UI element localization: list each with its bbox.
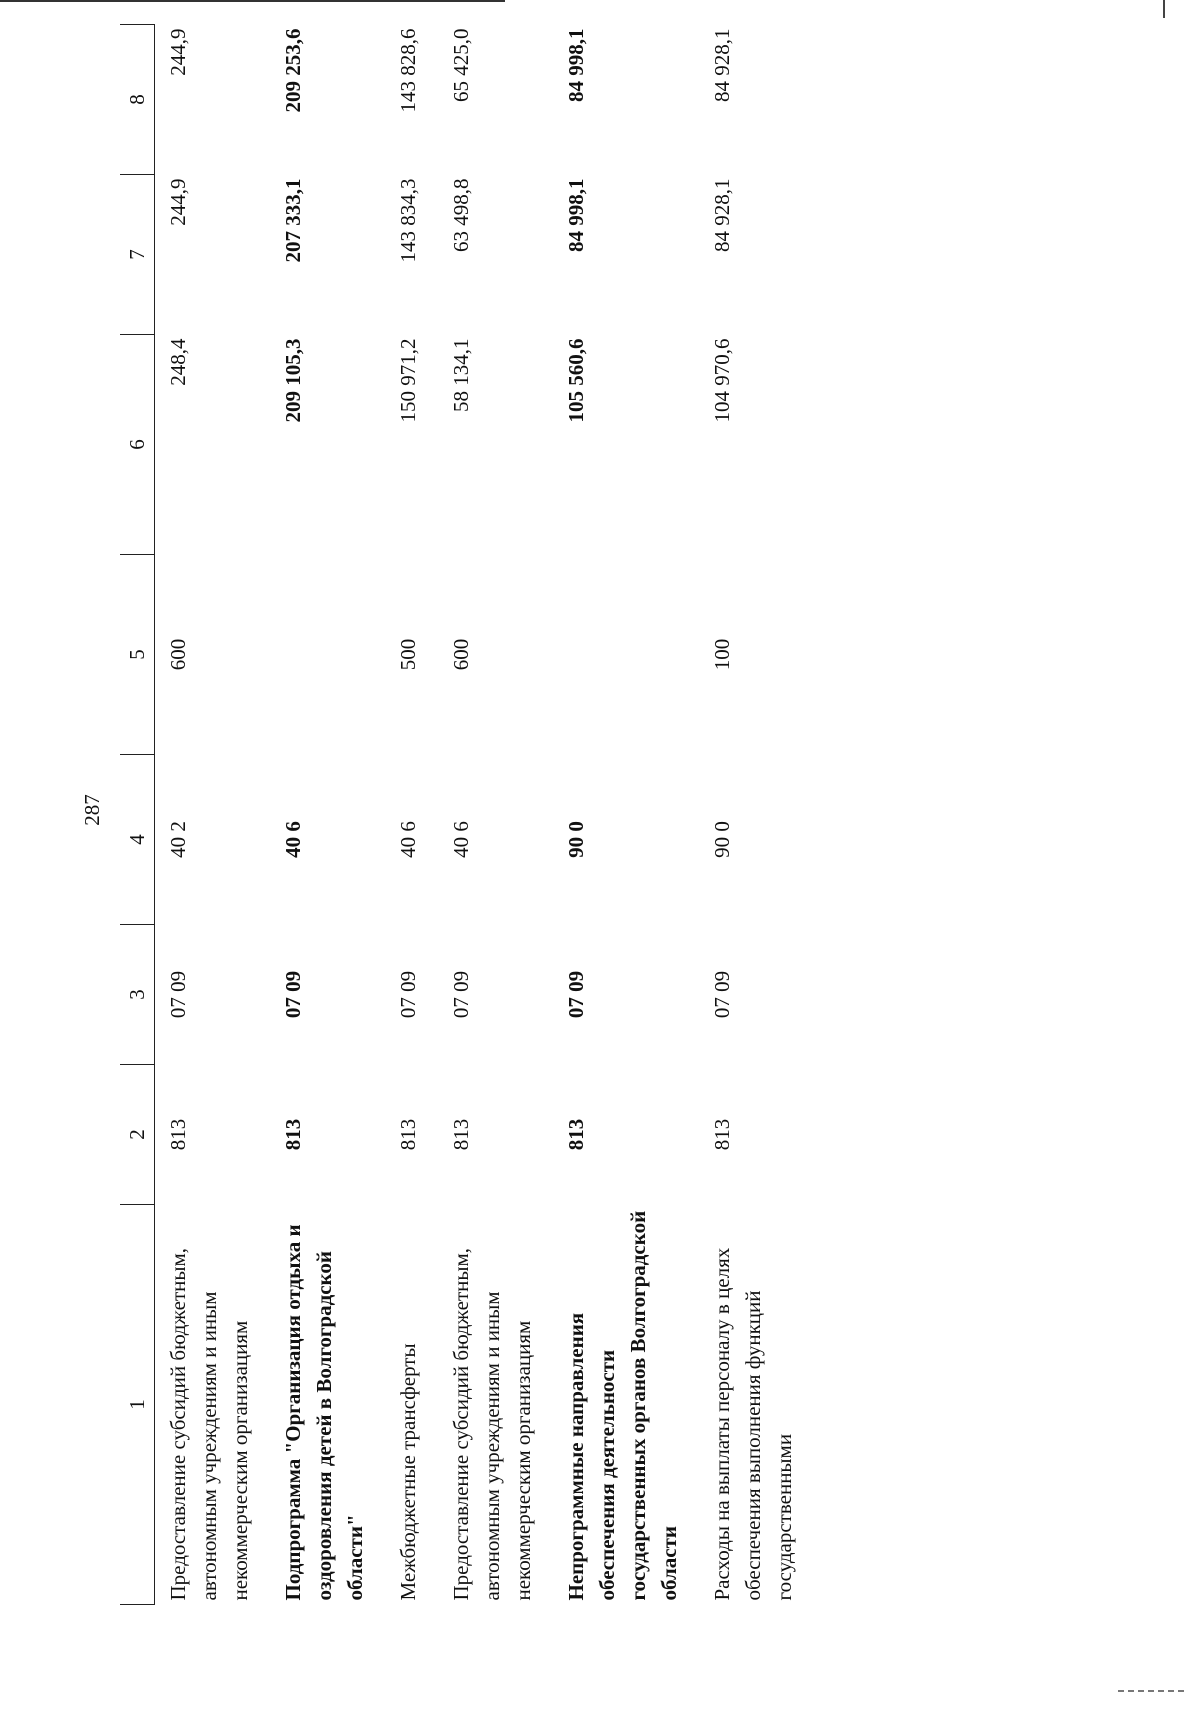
cell-value-6: 209 105,3 [281, 338, 305, 423]
row-name: Подпрограмма "Организация отдыха и оздоровления детей в Волгоградской области" [281, 1224, 367, 1601]
cell-value-7: 63 498,8 [449, 178, 473, 252]
row-name: Предоставление субсидий бюджетным, автономным учреждениям и иным некоммерческим организациям [449, 1247, 535, 1601]
cell-value-6: 58 134,1 [449, 338, 473, 412]
row-name: Расходы на выплаты персоналу в целях обеспечения выполнения функций государственными [710, 1247, 796, 1601]
cell-department: 813 [166, 1118, 190, 1151]
cell-department: 813 [396, 1118, 420, 1151]
cell-value-6: 104 970,6 [710, 338, 734, 423]
table-row [553, 25, 699, 1605]
cell-value-6: 248,4 [166, 338, 190, 386]
cell-target: 40 2 [166, 821, 190, 858]
cell-section: 07 09 [564, 970, 588, 1019]
cell-value-8: 244,9 [166, 28, 190, 76]
row-name: Предоставление субсидий бюджетным, автономным учреждениям и иным некоммерческим организациям [166, 1247, 252, 1601]
cell-target: 90 0 [710, 821, 734, 858]
cell-department: 813 [281, 1118, 305, 1151]
col-header-2: 2 [120, 1065, 155, 1205]
col-header-3: 3 [120, 925, 155, 1065]
col-header-1: 1 [120, 1205, 155, 1605]
cell-expense-type [553, 555, 699, 755]
cell-value-8: 65 425,0 [449, 28, 473, 102]
cell-section: 07 09 [449, 970, 473, 1019]
cell-expense-type: 600 [449, 638, 473, 671]
cell-expense-type: 600 [166, 638, 190, 671]
cell-section: 07 09 [396, 970, 420, 1019]
cell-value-8: 209 253,6 [281, 28, 305, 113]
table-row [155, 25, 271, 1605]
cell-value-6: 150 971,2 [396, 338, 420, 423]
row-name: Непрограммные направления обеспечения деятельности государственных органов Волгоградской области [564, 1210, 681, 1601]
cell-expense-type: 500 [396, 638, 420, 671]
table-row [385, 25, 438, 1605]
col-header-8: 8 [120, 25, 155, 175]
budget-table [120, 24, 814, 1605]
table-row [699, 25, 814, 1605]
table-row [270, 25, 385, 1605]
cell-expense-type: 100 [710, 638, 734, 671]
cell-section: 07 09 [281, 970, 305, 1019]
cell-target: 40 6 [396, 821, 420, 858]
cell-department: 813 [564, 1118, 588, 1151]
cell-value-7: 244,9 [166, 178, 190, 226]
cell-value-6: 105 560,6 [564, 338, 588, 423]
col-header-5: 5 [120, 555, 155, 755]
cell-section: 07 09 [710, 970, 734, 1019]
cell-expense-type [270, 555, 385, 755]
col-header-4: 4 [120, 755, 155, 925]
cell-value-7: 143 834,3 [396, 178, 420, 263]
cell-value-7: 84 998,1 [564, 178, 588, 252]
page-number: 287 [80, 794, 104, 826]
col-header-6: 6 [120, 335, 155, 555]
cell-value-8: 143 828,6 [396, 28, 420, 113]
cell-department: 813 [449, 1118, 473, 1151]
cell-value-8: 84 928,1 [710, 28, 734, 102]
row-name: Межбюджетные трансферты [396, 1343, 420, 1601]
cell-department: 813 [710, 1118, 734, 1151]
cell-value-7: 207 333,1 [281, 178, 305, 263]
cell-target: 90 0 [564, 821, 588, 858]
table-row [438, 25, 553, 1605]
table-header-row [120, 25, 155, 1605]
cell-section: 07 09 [166, 970, 190, 1019]
cell-value-8: 84 998,1 [564, 28, 588, 102]
cell-target: 40 6 [449, 821, 473, 858]
cell-value-7: 84 928,1 [710, 178, 734, 252]
cell-target: 40 6 [281, 821, 305, 858]
col-header-7: 7 [120, 175, 155, 335]
